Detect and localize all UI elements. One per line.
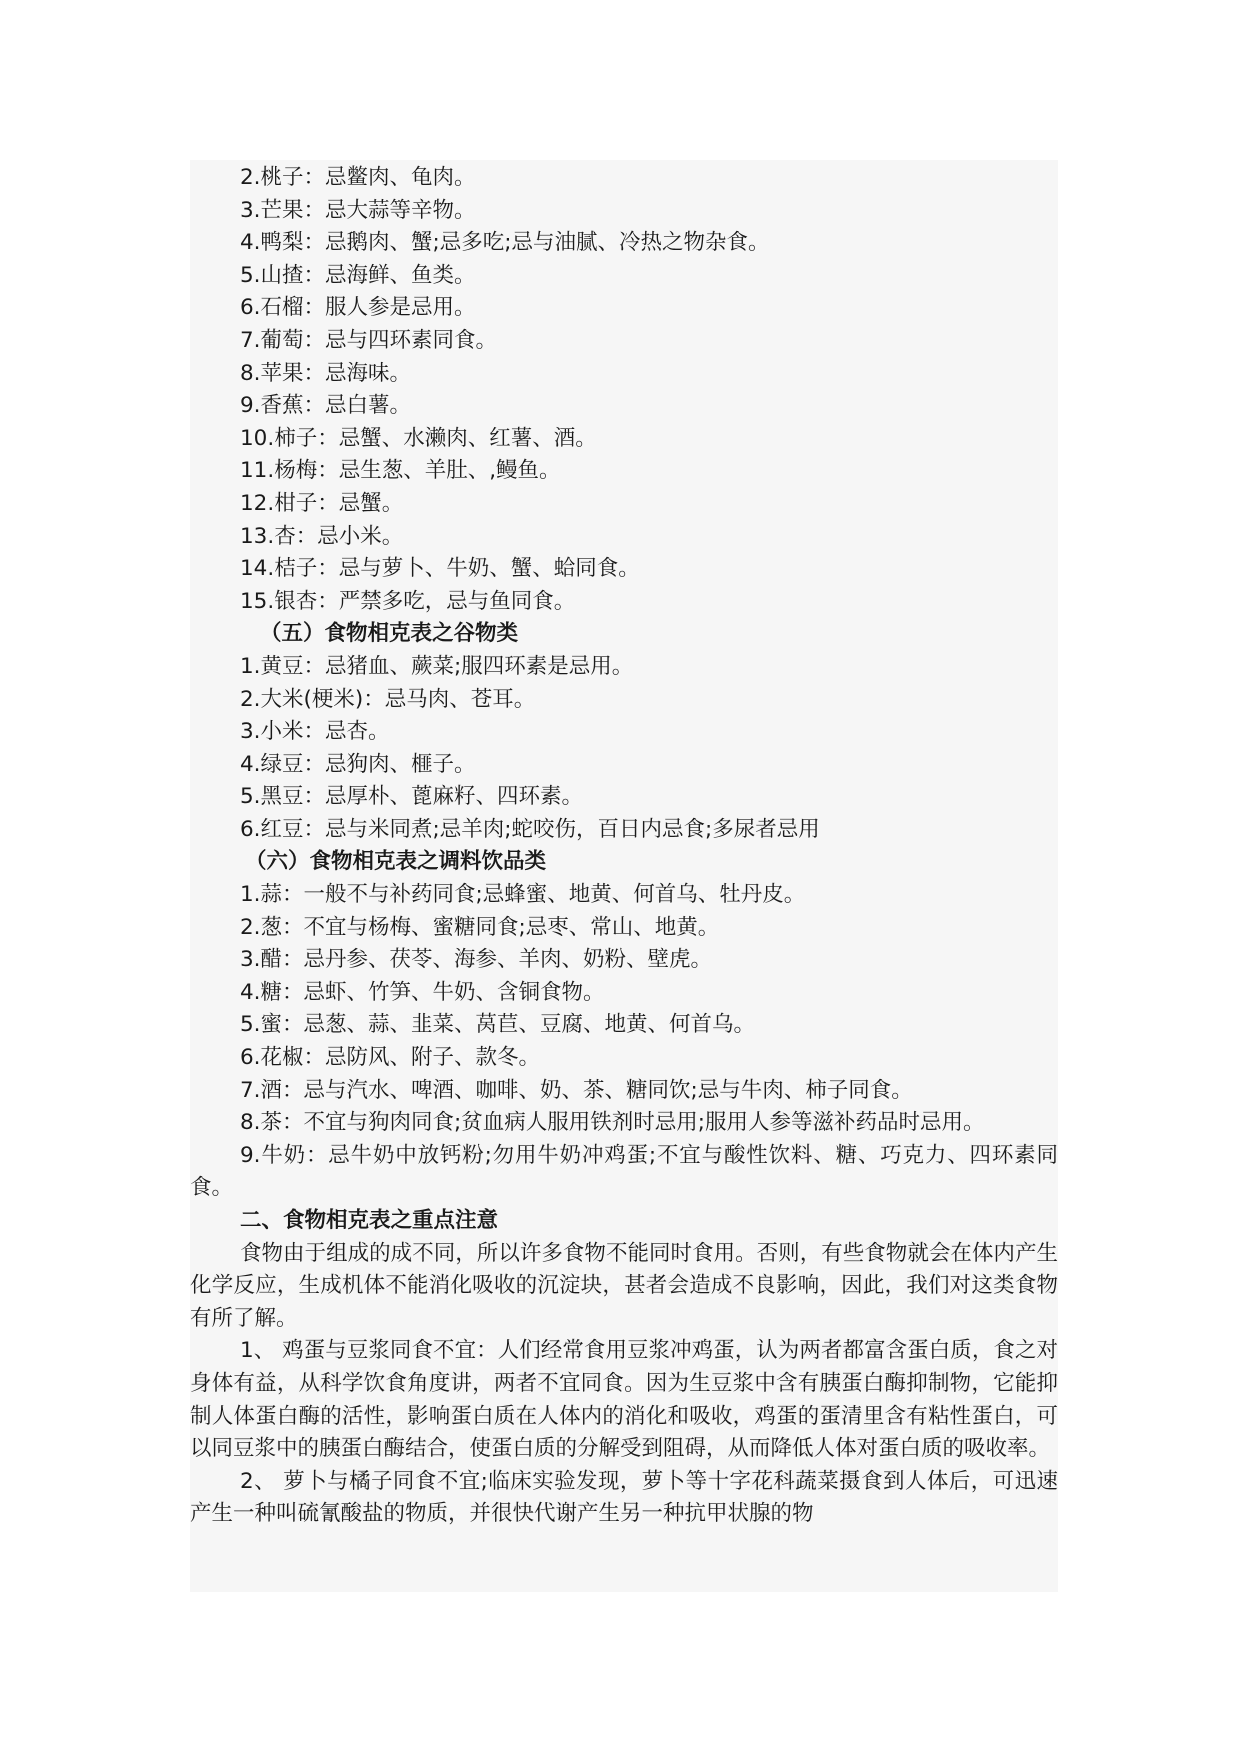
condiment-list [190,879,1058,1205]
grain-item: 2.大米(梗米)：忌马肉、苍耳。 [240,686,536,712]
section-heading-key-notes: 二、食物相克表之重点注意 [240,1208,499,1233]
condiment-item: 5.蜜：忌葱、蒜、韭菜、莴苣、豆腐、地黄、何首乌。 [240,1012,756,1038]
fruit-list [190,162,1058,618]
section-heading-grains: （五）食物相克表之谷物类 [260,621,519,647]
document-content [190,160,1058,1531]
grain-item: 6.红豆：忌与米同煮;忌羊肉;蛇咬伤，百日内忌食;多尿者忌用 [240,816,820,842]
condiment-item: 3.醋：忌丹参、茯苓、海参、羊肉、奶粉、壁虎。 [240,947,713,973]
fruit-item: 13.杏：忌小米。 [240,523,404,549]
fruit-item: 15.银杏：严禁多吃，忌与鱼同食。 [240,588,576,614]
fruit-item: 5.山揸：忌海鲜、鱼类。 [240,262,476,288]
fruit-item: 8.苹果：忌海味。 [240,360,412,386]
grain-list [190,651,1058,847]
condiment-item-milk: 9.牛奶：忌牛奶中放钙粉;勿用牛奶冲鸡蛋;不宜与酸性饮料、糖、巧克力、四环素同食。 [190,1142,1058,1201]
fruit-item: 2.桃子：忌鳖肉、龟肉。 [240,165,476,190]
fruit-item: 3.芒果：忌大蒜等辛物。 [240,197,476,223]
grain-item: 1.黄豆：忌猪血、蕨菜;服四环素是忌用。 [240,653,634,679]
condiment-item-tea: 8.茶：不宜与狗肉同食;贫血病人服用铁剂时忌用;服用人参等滋补药品时忌用。 [240,1110,985,1136]
point-radish-orange: 2、 萝卜与橘子同食不宜;临床实验发现，萝卜等十字花科蔬菜摄食到人体后，可迅速产生一种叫硫氰酸盐的物质，并很快代谢产生另一种抗甲状腺的物 [190,1468,1058,1527]
fruit-item: 9.香蕉：忌白薯。 [240,393,412,419]
grain-item: 5.黑豆：忌厚朴、蓖麻籽、四环素。 [240,784,584,810]
grain-item: 3.小米：忌杏。 [240,719,390,745]
fruit-item: 14.桔子：忌与萝卜、牛奶、蟹、蛤同食。 [240,556,640,582]
fruit-item: 6.石榴：服人参是忌用。 [240,295,476,321]
intro-paragraph: 食物由于组成的成不同，所以许多食物不能同时食用。否则，有些食物就会在体内产生化学反应，生成机体不能消化吸收的沉淀块，甚者会造成不良影响，因此，我们对这类食物有所了解。 [190,1240,1058,1331]
condiment-item: 7.酒：忌与汽水、啤酒、咖啡、奶、茶、糖同饮;忌与牛肉、柿子同食。 [240,1077,913,1103]
fruit-item: 10.柿子：忌蟹、水濑肉、红薯、酒。 [240,425,597,451]
fruit-item: 7.葡萄：忌与四环素同食。 [240,327,498,353]
fruit-item: 4.鸭梨：忌鹅肉、蟹;忌多吃;忌与油腻、冷热之物杂食。 [240,230,770,256]
condiment-item: 6.花椒：忌防风、附子、款冬。 [240,1045,541,1071]
condiment-item: 4.糖：忌虾、竹笋、牛奶、含铜食物。 [240,979,605,1005]
section-heading-condiments: （六）食物相克表之调料饮品类 [245,849,547,875]
point-egg-soymilk: 1、 鸡蛋与豆浆同食不宜：人们经常食用豆浆冲鸡蛋，认为两者都富含蛋白质，食之对身体有益，从科学饮食角度讲，两者不宜同食。因为生豆浆中含有胰蛋白酶抑制物，它能抑制人体蛋白酶的活性，影响蛋白质在人体内的消化和吸收，鸡蛋的蛋清里含有粘性蛋白，可以同豆浆中的胰蛋白酶结合，使蛋白质的分解受到阻碍，从而降低人体对蛋白质的吸收率。 [190,1338,1058,1462]
condiment-item: 2.葱：不宜与杨梅、蜜糖同食;忌枣、常山、地黄。 [240,914,720,940]
fruit-item: 11.杨梅：忌生葱、羊肚、,鳗鱼。 [240,458,561,484]
document-page [190,160,1058,1592]
fruit-item: 12.柑子：忌蟹。 [240,490,404,516]
condiment-item: 1.蒜：一般不与补药同食;忌蜂蜜、地黄、何首乌、牡丹皮。 [240,882,806,908]
grain-item: 4.绿豆：忌狗肉、榧子。 [240,751,476,777]
